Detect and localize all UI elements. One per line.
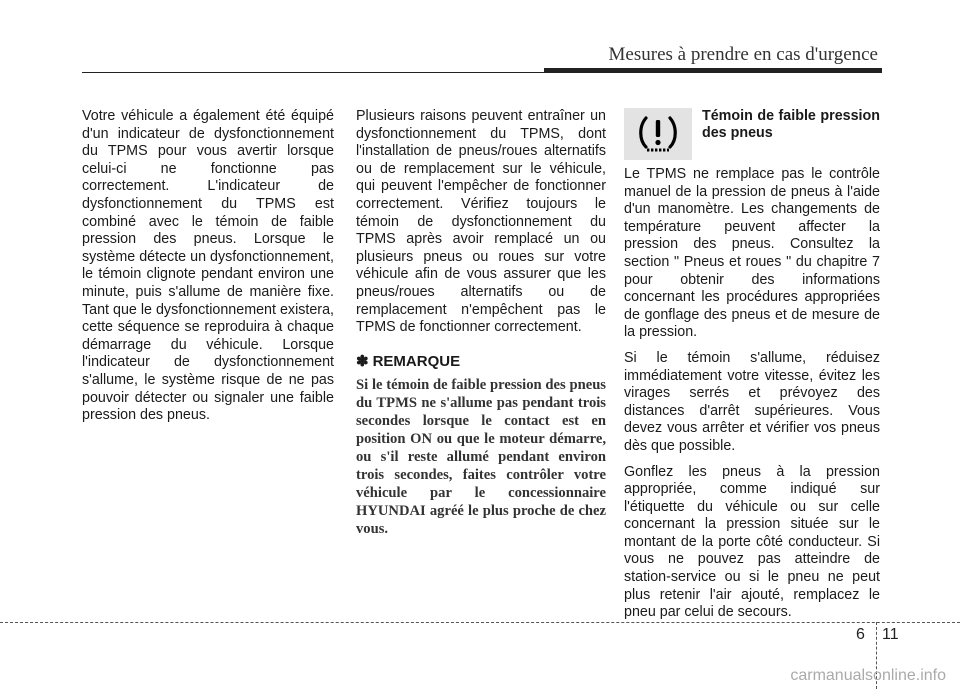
tire-pressure-warning-icon [624, 108, 692, 160]
paragraph: Gonflez les pneus à la pression appropriée, comme indiqué sur l'étiquette du véhicule ou sur celle concernant la pression située sur le montant de la porte côté conducteur. Si vous ne pouvez pas atteindre de station-service ou si le pneu ne peut plus retenir l'air ajouté, remplacez le pneu par celui de secours. [624, 463, 880, 621]
icon-heading-row [624, 108, 880, 160]
icon-title: Témoin de faible pression des pneus [702, 108, 880, 141]
header-accent-bar [544, 68, 882, 73]
footer-rule [0, 622, 960, 623]
remark-heading [356, 353, 606, 371]
paragraph: Le TPMS ne remplace pas le contrôle manuel de la pression de pneus à l'aide d'un manomètre. Les changements de température peuvent affecter la pression des pneus. Consultez la section " Pneus et roues " du chapitre 7 pour obtenir des informations concernant les procédures appropriées de gonflage des pneus et de mesure de la pression. [624, 166, 880, 341]
remark-symbol-icon: ✽ [356, 352, 369, 370]
paragraph: Si le témoin s'allume, réduisez immédiatement votre vitesse, évitez les virages serrés et prévoyez des distances d'arrêt supérieures. Vous devez vous arrêter et vérifier vos pneus dès que possible. [624, 349, 880, 454]
column-2 [356, 108, 606, 538]
column-3 [624, 108, 880, 630]
remark-text: Si le témoin de faible pression des pneus du TPMS ne s'allume pas pendant trois secondes lorsque le contact est en position ON ou que le moteur démarre, ou s'il reste allumé pendant environ trois secondes, faites contrôler votre véhicule par le concessionnaire HYUNDAI agréé le plus proche de chez vous. [356, 377, 606, 538]
column-1 [82, 108, 334, 433]
remark-title: REMARQUE [372, 352, 461, 370]
page-header-title: Mesures à prendre en cas d'urgence [608, 44, 878, 65]
paragraph: Plusieurs raisons peuvent entraîner un dysfonctionnement du TPMS, dont l'installation de pneus/roues alternatifs ou de remplacement sur le véhicule, qui peuvent l'empêcher de fonctionner correctement. Vérifiez toujours le témoin de dysfonctionnement du TPMS après avoir remplacé un ou plusieurs pneus ou roues sur votre véhicule afin de vous assurer que les pneus/roues alternatifs ou de remplacement n'empêchent pas le TPMS de fonctionner correctement. [356, 108, 606, 336]
page-number: 11 [882, 626, 899, 643]
paragraph: Votre véhicule a également été équipé d'un indicateur de dysfonctionnement du TPMS pour vous avertir lorsque celui-ci ne fonctionne pas correctement. L'indicateur de dysfonctionnement du TPMS est combiné avec le témoin de faible pression des pneus. Lorsque le système détecte un dysfonctionnement, le témoin clignote pendant environ une minute, puis s'allume de manière fixe. Tant que le dysfonctionnement existera, cette séquence se reproduira à chaque démarrage du véhicule. Lorsque l'indicateur de dysfonctionnement s'allume, le système risque de ne pas pouvoir détecter ou signaler une faible pression des pneus. [82, 108, 334, 424]
chapter-number: 6 [856, 626, 865, 643]
watermark: carmanualsonline.info [790, 667, 946, 684]
